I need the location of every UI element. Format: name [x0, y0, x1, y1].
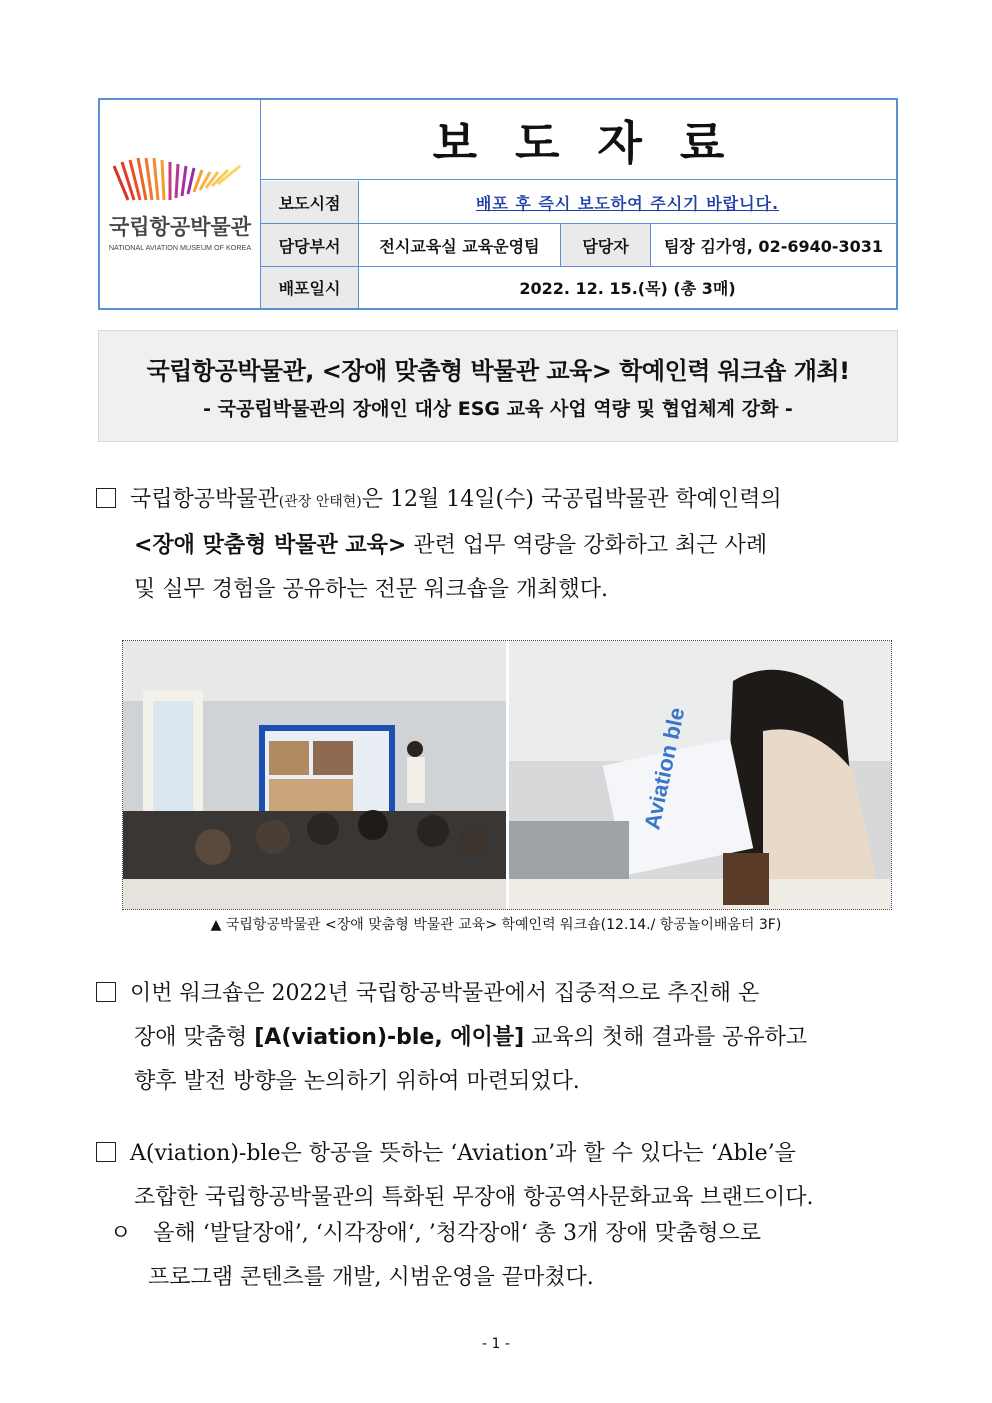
para2-text-b: 장애 맞춤형	[134, 1025, 255, 1050]
press-header-table	[98, 98, 898, 310]
para2-bold: [A(viation)-ble, 에이블]	[254, 1025, 525, 1050]
photo-frame	[122, 640, 892, 910]
museum-logo	[100, 100, 261, 308]
release-row	[261, 181, 896, 224]
para1-small: (관장 안태현)	[278, 494, 362, 510]
date-row	[261, 267, 896, 308]
para1-text-d: 및 실무 경험을 공유하는 전문 워크숍을 개최했다.	[134, 577, 608, 602]
logo-name-en: NATIONAL AVIATION MUSEUM OF KOREA	[108, 243, 252, 252]
dept-value: 전시교육실 교육운영팀	[359, 224, 561, 266]
checkbox-bullet-icon	[96, 1142, 116, 1162]
checkbox-bullet-icon	[96, 982, 116, 1002]
workshop-photos	[123, 641, 891, 909]
release-value: 배포 후 즉시 보도하여 주시기 바랍니다.	[475, 193, 780, 213]
para1-text-a: 국립항공박물관	[130, 487, 279, 512]
logo-name-ko: 국립항공박물관	[108, 216, 252, 239]
sub1-text-a: 올해 ‘발달장애’, ‘시각장애‘, ’청각장애‘ 총 3개 장애 맞춤형으로	[153, 1221, 761, 1246]
page-title: 보도자료	[261, 100, 896, 180]
paragraph-3	[96, 1132, 898, 1220]
para2-text-b2: 교육의 첫해 결과를 공유하고	[524, 1025, 808, 1050]
contact-label: 담당자	[561, 224, 651, 266]
headline-box	[98, 330, 898, 442]
checkbox-bullet-icon	[96, 488, 116, 508]
para1-text-c: 관련 업무 역량을 강화하고 최근 사례	[406, 533, 768, 558]
para1-bold: <장애 맞춤형 박물관 교육>	[134, 533, 407, 558]
date-value: 2022. 12. 15.(목) (총 3매)	[519, 279, 736, 298]
photo-caption: ▲ 국립항공박물관 <장애 맞춤형 박물관 교육> 학예인력 워크숍(12.14./ 항공놀이배움터 3F)	[210, 917, 782, 933]
paragraph-1	[96, 478, 898, 612]
dept-label: 담당부서	[261, 224, 359, 266]
paragraph-2	[96, 972, 898, 1104]
para2-text-c: 향후 발전 방향을 논의하기 위하여 마련되었다.	[134, 1069, 580, 1094]
sub-bullet-1	[110, 1212, 900, 1300]
date-label: 배포일시	[261, 267, 359, 308]
headline-main: 국립항공박물관, <장애 맞춤형 박물관 교육> 학예인력 워크숍 개최!	[146, 357, 850, 385]
page-number: - 1 -	[482, 1336, 510, 1352]
svg-text:Aviation ble: Aviation ble	[639, 705, 690, 832]
para2-text-a: 이번 워크숍은 2022년 국립항공박물관에서 집중적으로 추진해 온	[130, 981, 760, 1006]
contact-value: 팀장 김가영, 02-6940-3031	[663, 236, 884, 256]
headline-sub: - 국공립박물관의 장애인 대상 ESG 교육 사업 역량 및 협업체계 강화 -	[203, 398, 793, 420]
dept-row	[261, 224, 896, 267]
para1-text-b: 은 12월 14일(수) 국공립박물관 학예인력의	[361, 487, 782, 512]
para3-text-a: A(viation)-ble은 항공을 뜻하는 ‘Aviation’과 할 수 있다는 ‘Able’을	[130, 1141, 796, 1166]
para3-text-b: 조합한 국립항공박물관의 특화된 무장애 항공역사문화교육 브랜드이다.	[134, 1185, 814, 1210]
release-label: 보도시점	[261, 181, 359, 223]
sub1-text-b: 프로그램 콘텐츠를 개발, 시범운영을 끝마쳤다.	[148, 1265, 594, 1290]
circle-bullet-icon: ㅇ	[110, 1221, 132, 1246]
logo-graphic	[100, 100, 260, 308]
